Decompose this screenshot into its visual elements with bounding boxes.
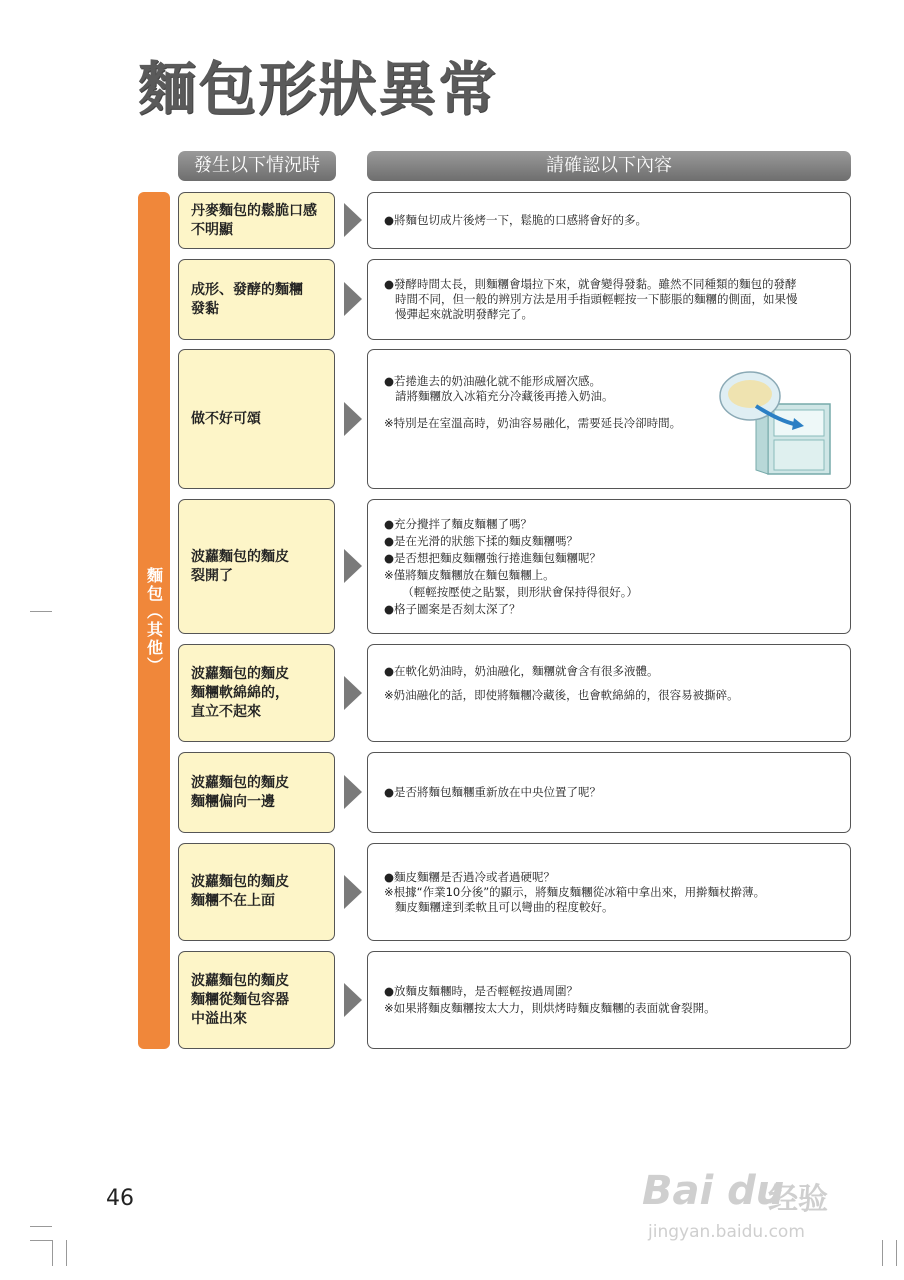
troubleshoot-row [0,192,904,249]
check-line: ※如果將麵皮麵糰按太大力，則烘烤時麵皮麵糰的表面就會裂開。 [384,1001,716,1015]
arrow-icon [344,775,362,809]
troubleshoot-row [0,499,904,634]
check-box [367,951,851,1049]
troubleshoot-row [0,644,904,742]
check-line: 慢彈起來就說明發酵完了。 [384,307,533,321]
check-box [367,349,851,489]
crop-mark [896,1240,897,1266]
condition-box [178,259,335,340]
check-line: ※根據“作業10分後”的顯示，將麵皮麵糰從冰箱中拿出來，用擀麵杖擀薄。 [384,884,766,899]
condition-text: 成形、發酵的麵糰 發黏 [191,281,303,317]
check-line: 請將麵糰放入冰箱充分冷藏後再捲入奶油。 [384,389,614,403]
arrow-icon [344,203,362,237]
check-box [367,843,851,941]
check-box [367,499,851,634]
condition-box [178,349,335,489]
check-box [367,192,851,249]
condition-box [178,644,335,742]
check-line: ●充分攪拌了麵皮麵糰了嗎？ [384,516,533,531]
check-line: 麵皮麵糰達到柔軟且可以彎曲的程度較好。 [384,899,614,914]
check-line: ●將麵包切成片後烤一下，鬆脆的口感將會好的多。 [384,213,648,227]
check-box [367,259,851,340]
check-line: ●是在光滑的狀態下揉的麵皮麵糰嗎？ [384,533,579,548]
condition-column-header: 發生以下情況時 [178,151,336,181]
crop-mark [66,1240,67,1266]
watermark [642,1150,852,1250]
condition-text: 丹麥麵包的鬆脆口感 不明顯 [191,202,317,238]
check-line: ●放麵皮麵糰時，是否輕輕按過周圍？ [384,984,579,998]
condition-box [178,192,335,249]
check-line: 時間不同，但一般的辨別方法是用手指頭輕輕按一下膨脹的麵糰的側面，如果慢 [384,292,798,306]
condition-box [178,951,335,1049]
condition-text: 做不好可頌 [191,410,261,427]
arrow-icon [344,549,362,583]
check-line: ●發酵時間太長，則麵糰會塌拉下來，就會變得發黏。雖然不同種類的麵包的發酵 [384,277,797,291]
check-line: ●若捲進去的奶油融化就不能形成層次感。 [384,374,602,388]
check-line: ※特別是在室溫高時，奶油容易融化，需要延長冷卻時間。 [384,416,682,430]
crop-mark [30,1240,52,1241]
category-label: 麵包（其他） [144,566,164,675]
troubleshoot-row [0,259,904,340]
condition-text: 波蘿麵包的麵皮 麵糰從麵包容器 中溢出來 [191,972,289,1027]
troubleshoot-row [0,843,904,941]
arrow-icon [344,402,362,436]
check-line: ※僅將麵皮麵糰放在麵包麵糰上。 [384,567,555,582]
condition-text: 波蘿麵包的麵皮 麵糰軟綿綿的， 直立不起來 [191,665,289,720]
check-line: ※奶油融化的話，即使將麵糰冷藏後，也會軟綿綿的，很容易被撕碎。 [384,688,739,702]
crop-mark [30,1226,52,1227]
condition-box [178,752,335,833]
check-column-header: 請確認以下內容 [367,151,851,181]
arrow-icon [344,282,362,316]
condition-text: 波蘿麵包的麵皮 麵糰不在上面 [191,874,289,909]
crop-mark [882,1240,883,1266]
condition-text: 波蘿麵包的麵皮 裂開了 [191,548,289,584]
check-line: ●麵皮麵糰是否過冷或者過硬呢？ [384,869,556,884]
troubleshoot-row [0,349,904,489]
condition-box [178,843,335,941]
condition-text: 波蘿麵包的麵皮 麵糰偏向一邊 [191,774,289,810]
troubleshoot-row [0,951,904,1049]
arrow-icon [344,983,362,1017]
watermark-url: jingyan.baidu.com [648,1222,805,1242]
check-box [367,644,851,742]
check-line: ●是否想把麵皮麵糰強行捲進麵包麵糰呢？ [384,550,602,565]
check-box [367,752,851,833]
check-line: （輕輕按壓使之貼緊，則形狀會保持得很好。） [384,584,639,599]
crop-mark [52,1240,53,1266]
page-title: 麵包形狀異常 [138,55,499,123]
refrigerator-illustration-icon [716,366,836,476]
check-line: ●是否將麵包麵糰重新放在中央位置了呢？ [384,785,602,799]
check-line: ●格子圖案是否刻太深了？ [384,601,521,616]
watermark-cn-text: 经验 [768,1182,828,1217]
condition-box [178,499,335,634]
troubleshoot-row [0,752,904,833]
check-line: ●在軟化奶油時，奶油融化，麵糰就會含有很多液體。 [384,664,659,678]
crop-mark [30,611,52,612]
page-number: 46 [106,1186,134,1211]
arrow-icon [344,875,362,909]
arrow-icon [344,676,362,710]
watermark-logo-text: Bai du [642,1168,785,1214]
